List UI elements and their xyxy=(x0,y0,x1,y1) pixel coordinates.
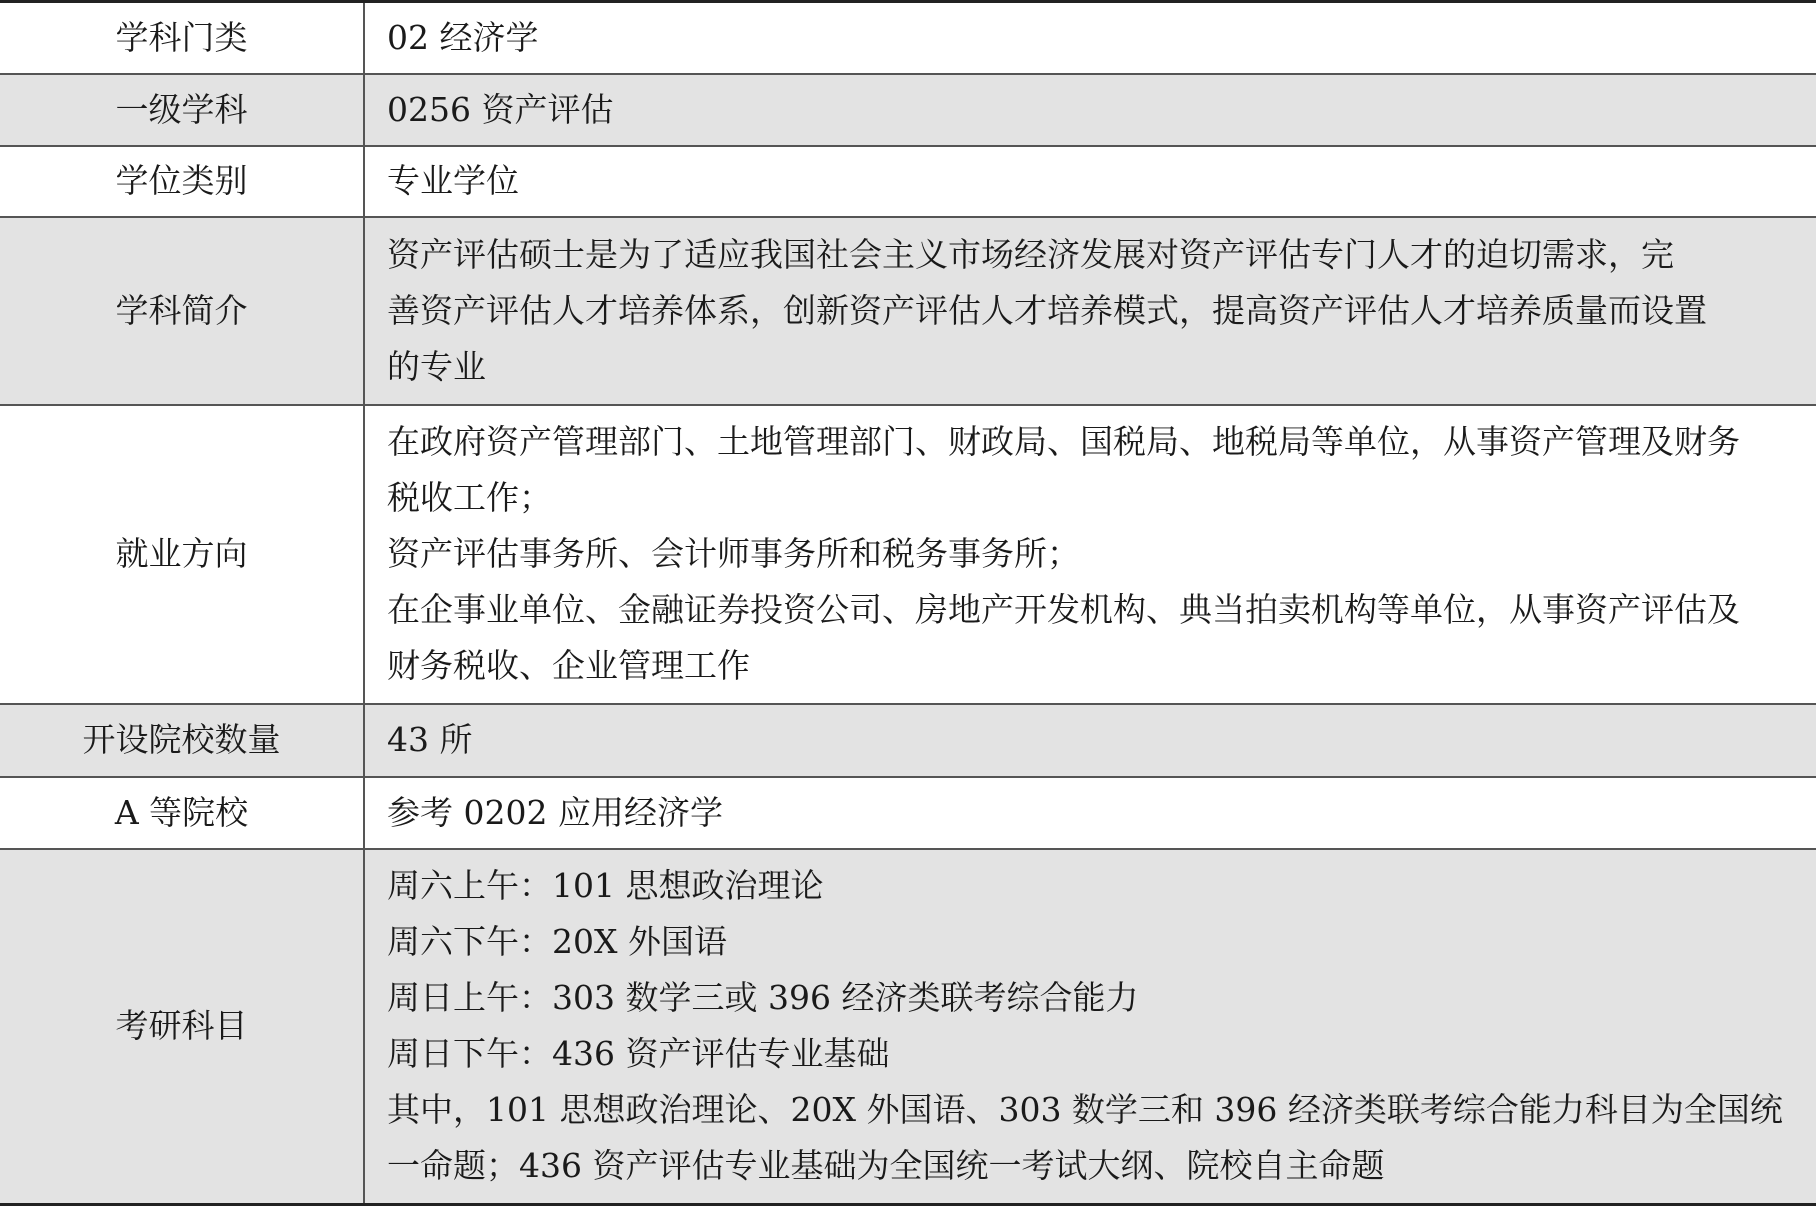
row-label: 学科简介 xyxy=(0,217,364,405)
table-row xyxy=(0,146,1816,217)
row-value xyxy=(364,405,1816,704)
row-label: 就业方向 xyxy=(0,405,364,704)
row-label: 学科门类 xyxy=(0,2,364,74)
table-row xyxy=(0,704,1816,777)
value-line: 周日下午：436 资产评估专业基础 xyxy=(387,1034,890,1074)
row-value xyxy=(364,777,1816,849)
table-body xyxy=(0,2,1816,1205)
value-line: 善资产评估人才培养体系，创新资产评估人才培养模式，提高资产评估人才培养质量而设置 xyxy=(387,290,1707,330)
value-line: 资产评估硕士是为了适应我国社会主义市场经济发展对资产评估专门人才的迫切需求，完 xyxy=(387,234,1674,274)
value-line: 参考 0202 应用经济学 xyxy=(387,792,723,832)
table-row xyxy=(0,74,1816,146)
table-row xyxy=(0,849,1816,1205)
row-value xyxy=(364,704,1816,777)
value-line: 02 经济学 xyxy=(387,17,539,57)
value-line: 的专业 xyxy=(387,346,486,386)
value-line: 43 所 xyxy=(387,720,473,759)
row-label: A 等院校 xyxy=(0,777,364,849)
table-row xyxy=(0,777,1816,849)
value-line: 周六下午：20X 外国语 xyxy=(387,922,727,962)
value-line: 其中，101 思想政治理论、20X 外国语、303 数学三和 396 经济类联考综合能力科目为全国统 xyxy=(387,1090,1783,1130)
row-label: 考研科目 xyxy=(0,849,364,1205)
row-value xyxy=(364,217,1816,405)
row-label: 一级学科 xyxy=(0,74,364,146)
table-row xyxy=(0,217,1816,405)
row-value xyxy=(364,849,1816,1205)
table-row xyxy=(0,2,1816,74)
row-value xyxy=(364,2,1816,74)
value-line: 财务税收、企业管理工作 xyxy=(387,646,750,685)
value-line: 在政府资产管理部门、土地管理部门、财政局、国税局、地税局等单位，从事资产管理及财务 xyxy=(387,422,1740,461)
row-value xyxy=(364,74,1816,146)
value-line: 一命题；436 资产评估专业基础为全国统一考试大纲、院校自主命题 xyxy=(387,1146,1385,1186)
value-line: 税收工作； xyxy=(387,478,552,517)
value-line: 资产评估事务所、会计师事务所和税务事务所； xyxy=(387,534,1080,573)
table-row xyxy=(0,405,1816,704)
value-line: 周日上午：303 数学三或 396 经济类联考综合能力 xyxy=(387,978,1139,1018)
value-line: 周六上午：101 思想政治理论 xyxy=(387,866,824,906)
value-line: 在企事业单位、金融证券投资公司、房地产开发机构、典当拍卖机构等单位，从事资产评估及 xyxy=(387,590,1740,629)
value-line: 专业学位 xyxy=(387,161,519,200)
row-label: 学位类别 xyxy=(0,146,364,217)
row-label: 开设院校数量 xyxy=(0,704,364,777)
row-value xyxy=(364,146,1816,217)
value-line: 0256 资产评估 xyxy=(387,89,614,129)
